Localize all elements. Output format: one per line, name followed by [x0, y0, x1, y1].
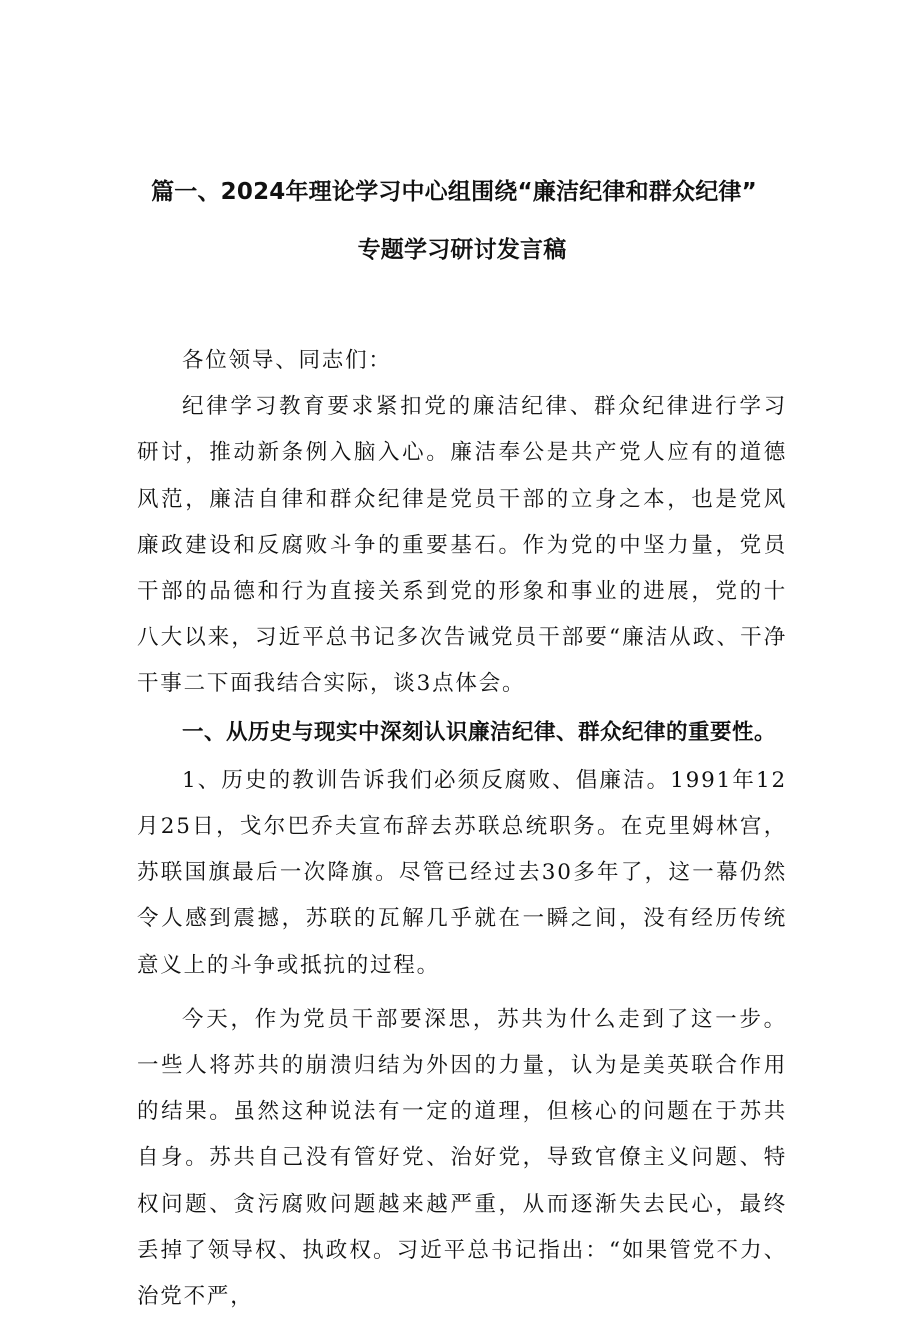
paragraph-intro: 纪律学习教育要求紧扣党的廉洁纪律、群众纪律进行学习研讨，推动新条例入脑入心。廉洁奉公是共产党人应有的道德风范，廉洁自律和群众纪律是党员干部的立身之本，也是党风廉政建设和反腐败斗争的重要基石。作为党的中坚力量，党员干部的品德和行为直接关系到党的形象和事业的进展，党的十八大以来，习近平总书记多次告诫党员干部要“廉洁从政、干净干事二下面我结合实际，谈3点体会。 — [137, 394, 787, 697]
section-heading-1: 一、从历史与现实中深刻认识廉洁纪律、群众纪律的重要性。 — [182, 719, 777, 745]
document-title-line-1: 篇一、2024年理论学习中心组围绕“廉洁纪律和群众纪律” — [151, 179, 757, 205]
paragraph-reflection: 今天，作为党员干部要深思，苏共为什么走到了这一步。一些人将苏共的崩溃归结为外因的力量，认为是美英联合作用的结果。虽然这种说法有一定的道理，但核心的问题在于苏共自身。苏共自己没有管好党、治好党，导致官僚主义问题、特权问题、贪污腐败问题越来越严重，从而逐渐失去民心，最终丢掉了领导权、执政权。习近平总书记指出：“如果管党不力、治党不严， — [137, 1006, 787, 1310]
greeting: 各位领导、同志们： — [182, 348, 392, 373]
document-body — [137, 338, 787, 1320]
paragraph-history-lesson: 1、历史的教训告诉我们必须反腐败、倡廉洁。1991年12月25日，戈尔巴乔夫宣布辞去苏联总统职务。在克里姆林宫，苏联国旗最后一次降旗。尽管已经过去30多年了，这一幕仍然令人感到震撼，苏联的瓦解几乎就在一瞬之间，没有经历传统意义上的斗争或抵抗的过程。 — [137, 767, 787, 978]
document-title-line-2: 专题学习研讨发言稿 — [357, 237, 567, 263]
